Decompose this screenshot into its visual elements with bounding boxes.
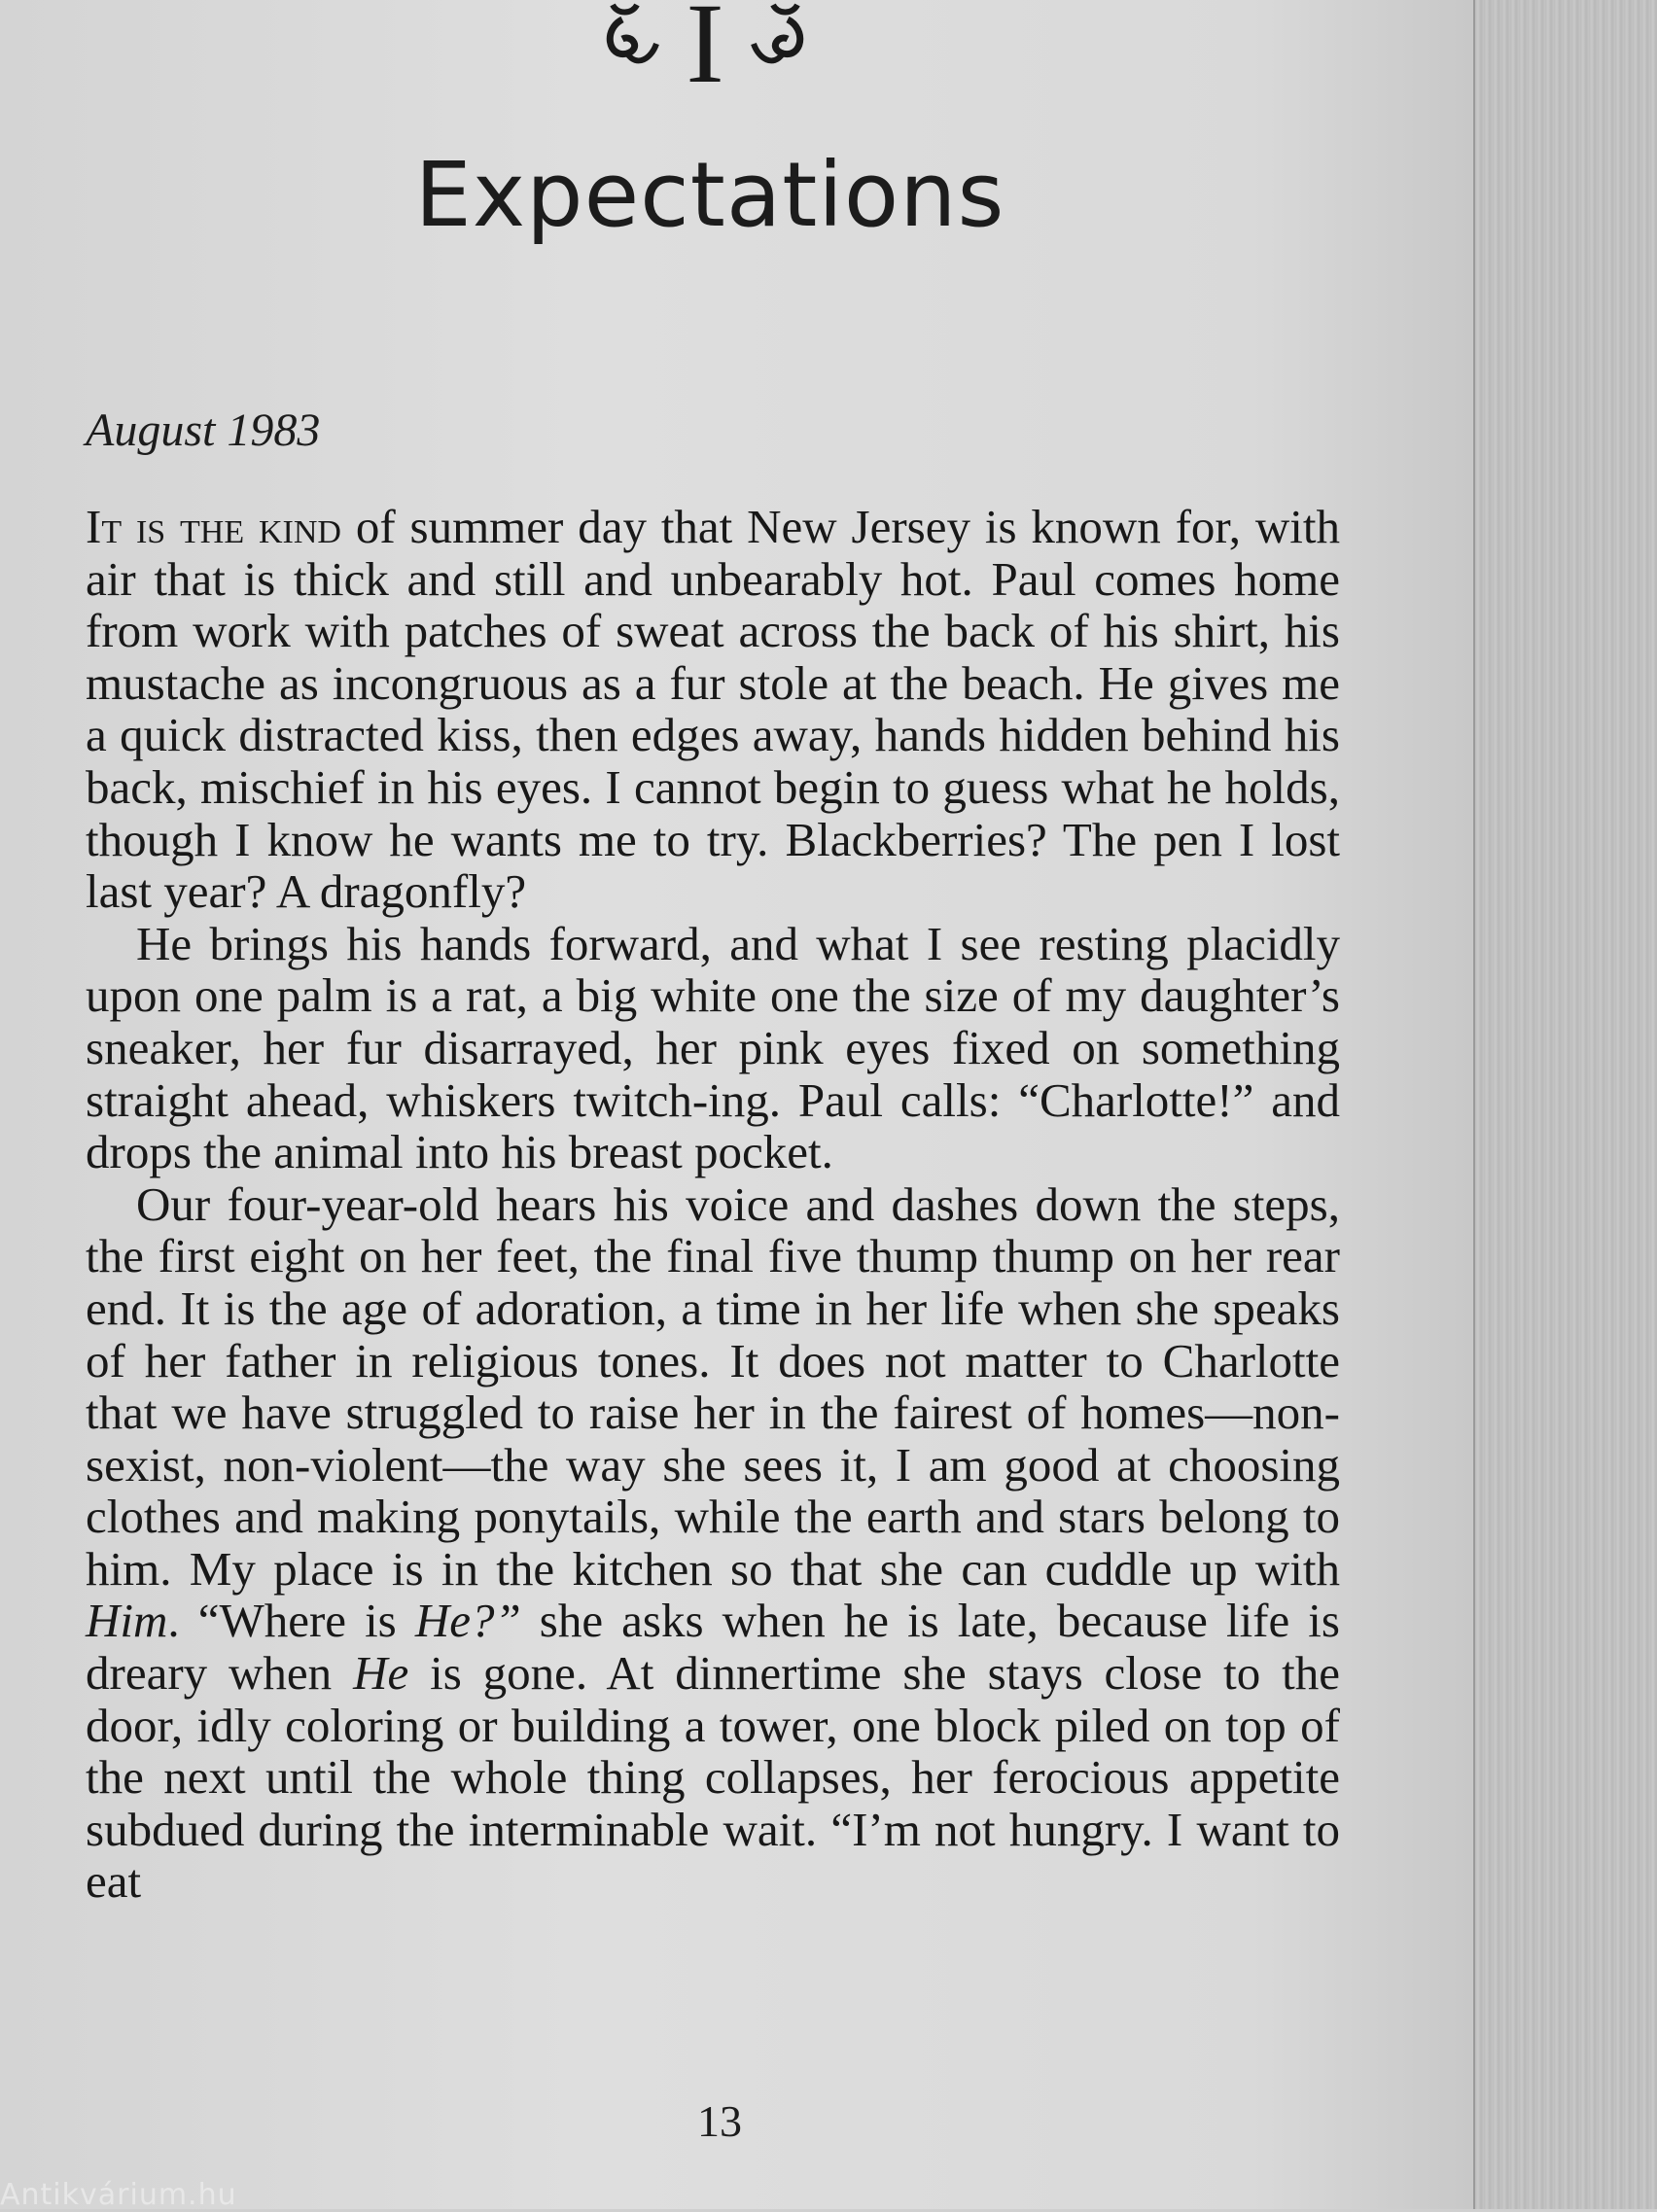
book-edge: [1473, 0, 1657, 2209]
dateline: August 1983: [86, 404, 321, 456]
paragraph-3: [86, 1178, 1340, 1908]
emphasis-him: Him: [86, 1594, 168, 1648]
chapter-title: Expectations: [414, 143, 1005, 247]
body-text: [86, 501, 1340, 1908]
chapter-number: I: [686, 0, 724, 107]
paragraph-lead-in: It is the kind: [86, 500, 341, 553]
paragraph-3-part-d: is gone. At dinnertime she stays close to the door, idly coloring or building a tower, one block piled on top of the next until the whole thing collapses, her ferocious appetite subdued during the interminable wait. “I’m not hungry. I want to eat: [86, 1646, 1340, 1909]
page-number: 13: [697, 2096, 742, 2146]
watermark: Antikvárium.hu: [0, 2178, 237, 2212]
emphasis-he-question: He?”: [414, 1594, 521, 1648]
paragraph-3-part-b: . “Where is: [167, 1594, 415, 1648]
paragraph-1-text: of summer day that New Jersey is known for, with air that is thick and still and unbearably hot. Paul comes home from work with patches of sweat across the back of his shirt, his mustache as incongruous as a fur stole at the beach. He gives me a quick distracted kiss, then edges away, hands hidden behind his back, mischief in his eyes. I cannot begin to guess what he holds, though I know he wants me to try. Blackberries? The pen I lost last year? A dragonfly?: [86, 500, 1340, 919]
emphasis-he: He: [353, 1646, 409, 1701]
paragraph-3-part-a: Our four-year-old hears his voice and dashes down the steps, the first eight on her feet, the final five thump thump on her rear end. It is the age of adoration, a time in her life when she speaks of her father in religious tones. It does not matter to Charlotte that we have struggled to raise her in the fairest of homes—non-sexist, non-violent—the way she sees it, I am good at choosing clothes and making ponytails, while the earth and stars belong to him. My place is in the kitchen so that she can cuddle up with: [86, 1176, 1340, 1596]
paragraph-2: He brings his hands forward, and what I see resting placidly upon one palm is a rat, a big white one the size of my daughter’s sneaker, her fur disarrayed, her pink eyes fixed on something straight ahead, whiskers twitch-ing. Paul calls: “Charlotte!” and drops the animal into his breast pocket.: [86, 916, 1340, 1179]
paragraph-1: [86, 501, 1340, 918]
paragraph-3-part-c: she asks when he is late, because life is dreary when: [86, 1594, 1340, 1701]
